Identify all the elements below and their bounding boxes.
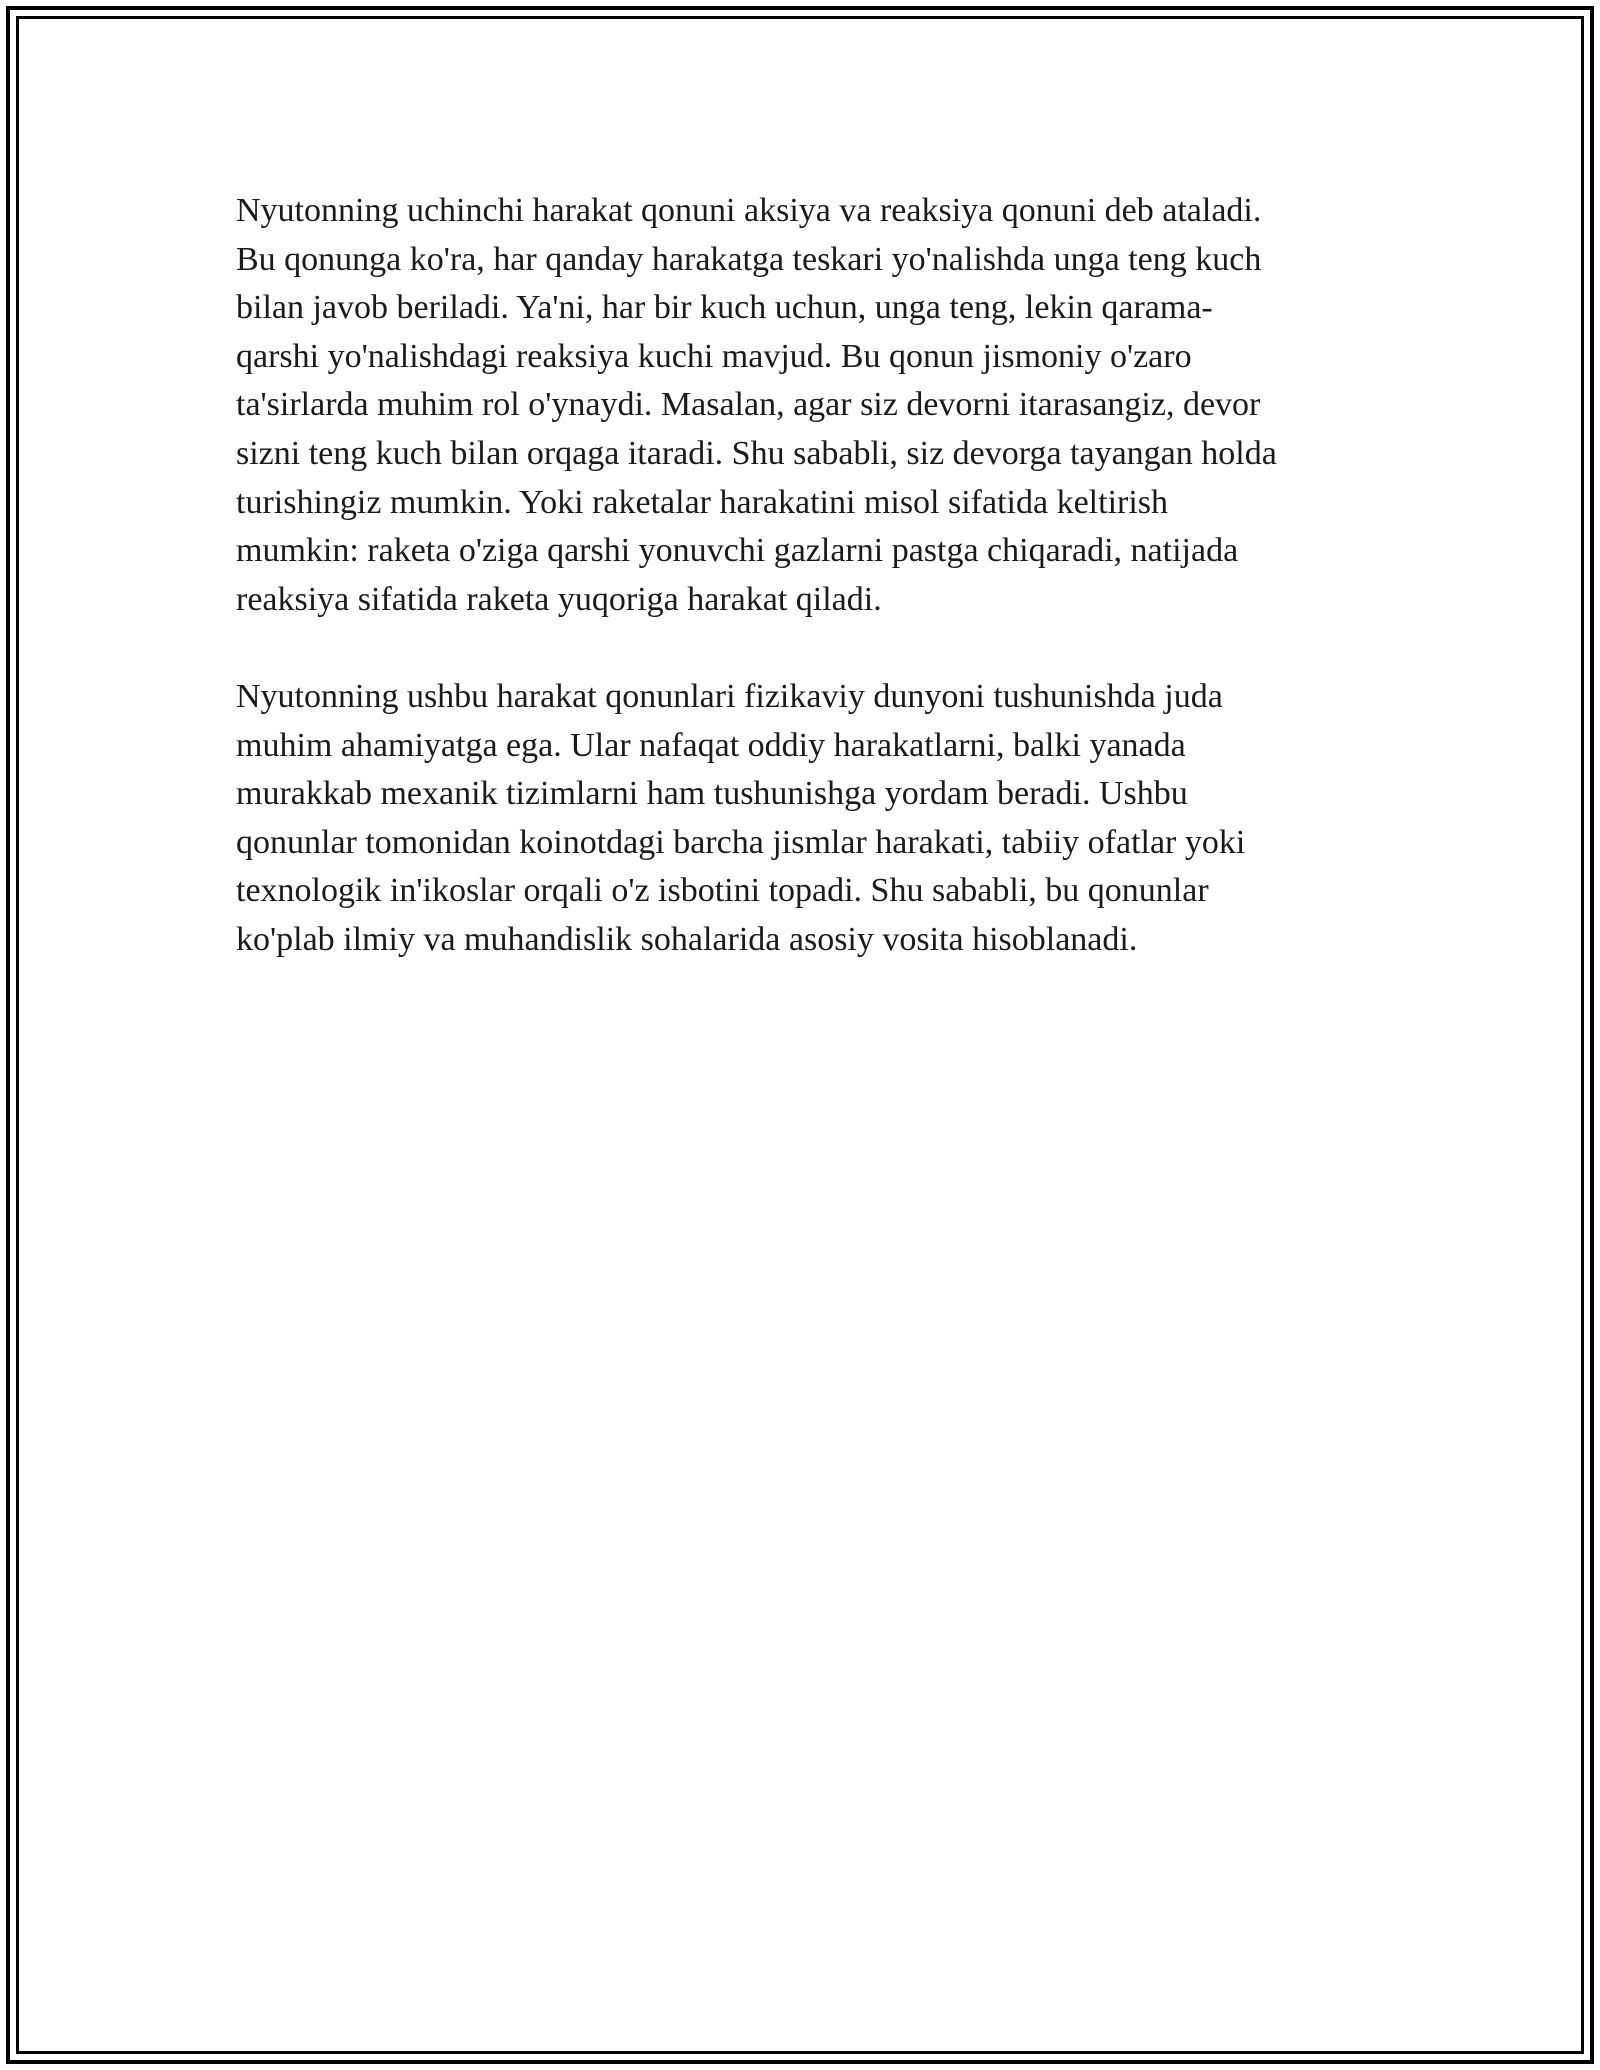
text-line: ta'sirlarda muhim rol o'ynaydi. Masalan, agar siz devorni itarasangiz, devor [236, 386, 1261, 424]
text-line: qarshi yo'nalishdagi reaksiya kuchi mavjud. Bu qonun jismoniy o'zaro [236, 337, 1192, 375]
text-line: Bu qonunga ko'ra, har qanday harakatga teskari yo'nalishda unga teng kuch [236, 240, 1262, 278]
text-line: reaksiya sifatida raketa yuqoriga harakat qiladi. [236, 580, 882, 618]
paragraph-newton-third-law [236, 187, 1386, 624]
document-body [236, 187, 1386, 965]
text-line: Nyutonning uchinchi harakat qonuni aksiya va reaksiya qonuni deb ataladi. [236, 192, 1262, 229]
text-line: Nyutonning ushbu harakat qonunlari fizikaviy dunyoni tushunishda juda [236, 677, 1223, 715]
text-line: muhim ahamiyatga ega. Ular nafaqat oddiy harakatlarni, balki yanada [236, 726, 1186, 764]
text-line: qonunlar tomonidan koinotdagi barcha jismlar harakati, tabiiy ofatlar yoki [236, 823, 1246, 861]
text-line: mumkin: raketa o'ziga qarshi yonuvchi gazlarni pastga chiqaradi, natijada [236, 532, 1239, 570]
text-line: texnologik in'ikoslar orqali o'z isbotini topadi. Shu sababli, bu qonunlar [236, 872, 1209, 910]
text-line: bilan javob beriladi. Ya'ni, har bir kuch uchun, unga teng, lekin qarama- [236, 289, 1213, 327]
text-line: ko'plab ilmiy va muhandislik sohalarida asosiy vosita hisoblanadi. [236, 920, 1138, 958]
text-line: murakkab mexanik tizimlarni ham tushunishga yordam beradi. Ushbu [236, 775, 1188, 813]
paragraph-newton-laws-importance [236, 673, 1386, 965]
text-line: sizni teng kuch bilan orqaga itaradi. Shu sababli, siz devorga tayangan holda [236, 434, 1277, 472]
text-line: turishingiz mumkin. Yoki raketalar harakatini misol sifatida keltirish [236, 483, 1169, 521]
